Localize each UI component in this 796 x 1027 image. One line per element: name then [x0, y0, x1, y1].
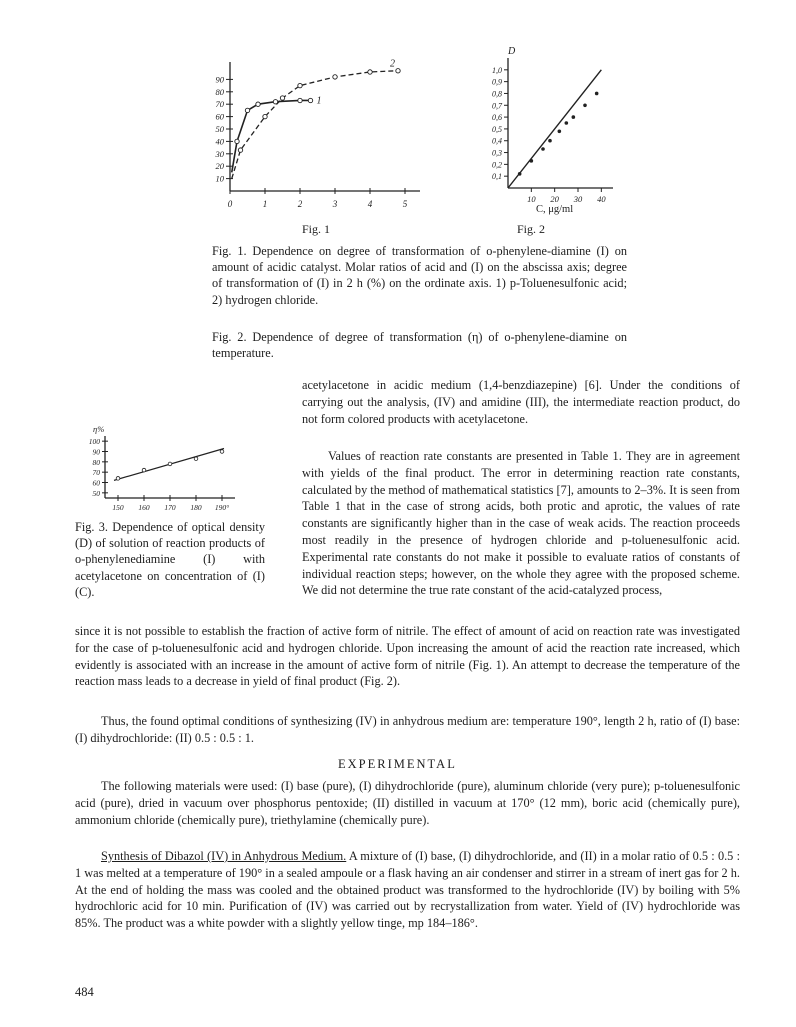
fig1-series-1-point [298, 98, 302, 102]
fig1-y-tick-label: 70 [215, 99, 224, 110]
fig2-y-tick-label: 0,5 [492, 124, 502, 134]
fig1-series-1-point [308, 98, 312, 102]
figure-2-label: Fig. 2 [517, 222, 546, 236]
fig2-y-tick-label: 1,0 [492, 65, 502, 75]
subsection-title: Synthesis of Dibazol (IV) in Anhydrous Medium. [101, 849, 347, 863]
fig2-x-tick-label: 30 [573, 194, 583, 204]
fig2-data-point [595, 92, 599, 96]
fig2-x-tick-label: 10 [527, 194, 536, 204]
fig2-x-tick-label: 40 [597, 194, 606, 204]
fig2-y-tick-label: 0,6 [492, 113, 502, 123]
fig3-y-axis-label: η% [93, 424, 105, 434]
fig3-x-tick-label: 190° [214, 503, 230, 512]
fig1-series-1-point [256, 102, 260, 106]
fig1-series-2-line [232, 71, 398, 179]
fig1-y-tick-label: 60 [215, 111, 224, 122]
figure-1-caption: Fig. 1. Dependence on degree of transformation of o-phenylene-diamine (I) on amount of acidic catalyst. Molar ratios of acid and (I) on the abscissa axis; degree of transformation of (I) in 2 h (%) on the ordinate axis. 1) p-Toluenesulfonic acid; 2) hydrogen chloride. [212, 244, 627, 307]
fig3-data-point [168, 462, 172, 466]
fig2-y-tick-label: 0,7 [492, 101, 502, 111]
figure-1-chart [195, 45, 445, 230]
body-paragraph-5-text: A mixture of (I) base, (I) dihydrochloride, and (II) in a molar ratio of 0.5 : 0.5 : 1 was melted at a temperature of 190° in a sealed ampoule or a flask having an air condenser and stirrer in a stream of inert gas for 2 h. At the end of holding the mass was cooled and the obtained product was transformed to the hydrochloride (IV) by boiling with 5% hydrochloric acid for 10 min. Purification of (IV) was carried out by recrystallization from water. Yield of (IV) hydrochloride was 85%. The product was a white powder with a slightly yellow tinge, mp 184–186°. [75, 849, 740, 931]
fig1-y-tick-label: 10 [215, 173, 224, 184]
fig2-y-tick-label: 0,8 [492, 89, 502, 99]
fig3-x-tick-label: 170 [164, 503, 176, 512]
fig2-fit-line [508, 70, 601, 188]
fig3-x-tick-label: 180 [190, 503, 202, 512]
body-paragraph-2-continued: since it is not possible to establish the fraction of active form of nitrile. The effect of amount of acid on reaction rate was investigated for the case of p-toluenesulfonic acid and hydrogen chloride. Upon increasing the amount of acid the reaction rate increased, which evidently is associated with an increase in the amount of active form of nitrile (Fig. 1). An attempt to decrease the temperature of the reaction mass leads to a decrease in yield of final product (Fig. 2). [75, 624, 740, 689]
fig1-x-tick-label: 0 [227, 199, 233, 209]
fig1-x-tick-label: 5 [402, 199, 408, 209]
fig1-x-tick-label: 1 [262, 199, 268, 209]
fig1-series-2-point [396, 69, 400, 73]
fig1-x-tick-label: 3 [332, 199, 338, 209]
fig3-x-tick-label: 150 [112, 503, 124, 512]
body-paragraph-1: acetylacetone in acidic medium (1,4-benzdiazepine) [6]. Under the conditions of carrying out the analysis, (IV) and amidine (III), the intermediate reaction product, do not form colored products with acetylacetone. [302, 378, 740, 426]
fig1-series-1-line [232, 100, 311, 172]
body-paragraph-3: Thus, the found optimal conditions of synthesizing (IV) in anhydrous medium are: temperature 190°, length 2 h, ratio of (I) base: (I) dihydrochloride: (II) 0.5 : 0.5 : 1. [75, 714, 740, 745]
fig2-data-point [541, 147, 545, 151]
figure-2-chart [458, 40, 623, 215]
fig2-data-point [530, 159, 534, 163]
body-paragraph-2: Values of reaction rate constants are presented in Table 1. They are in agreement with yields of the final product. The error in determining reaction rate constants, calculated by the method of mathematical statistics [7], amounts to 2–3%. It is seen from Table 1 that in the case of strong acids, both protic and aprotic, the values of rate constants are significantly higher than in the case of weak acids. The reaction proceeds most readily in the presence of hydrogen chloride and p-toluenesulfonic acid. Experimental rate constants do not make it possible to evaluate ratios of constants of individual reaction steps; however, on the whole they agree with the proposed scheme. We did not determine the true rate constant of the acid-catalyzed process, [302, 449, 740, 598]
fig3-y-tick-label: 70 [92, 468, 100, 478]
body-paragraph-5 [75, 848, 740, 932]
figure-2-caption: Fig. 2. Dependence of degree of transformation (η) of o-phenylene-diamine on temperature. [212, 330, 627, 361]
fig2-data-point [572, 115, 576, 119]
fig1-y-tick-label: 50 [215, 124, 224, 134]
fig2-y-axis-label: D [508, 46, 516, 57]
fig1-y-tick-label: 20 [215, 161, 224, 172]
fig1-y-tick-label: 80 [215, 86, 224, 97]
fig1-series-2-point [368, 70, 372, 74]
fig3-data-point [116, 477, 120, 481]
section-heading: EXPERIMENTAL [338, 757, 457, 771]
fig1-x-tick-label: 4 [367, 199, 373, 209]
fig1-y-tick-label: 90 [215, 74, 224, 85]
fig1-series-2-point [333, 75, 337, 79]
fig1-curve-label-1: 1 [316, 95, 322, 107]
fig3-y-tick-label: 80 [92, 457, 100, 467]
fig1-y-tick-label: 40 [215, 136, 224, 147]
fig2-data-point [558, 129, 562, 133]
figure-3-chart [75, 420, 250, 515]
fig2-data-point [583, 103, 587, 107]
figure-3-caption: Fig. 3. Dependence of optical density (D) of solution of reaction products of o-phenylenediamine (I) with acetylacetone on concentration of (I) (C). [75, 520, 265, 599]
fig3-y-tick-label: 50 [92, 488, 100, 498]
fig1-x-tick-label: 2 [297, 199, 303, 209]
fig1-series-2-point [238, 148, 242, 152]
fig2-data-point [565, 121, 569, 125]
fig1-y-tick-label: 30 [215, 148, 224, 159]
page-number: 484 [75, 985, 94, 999]
fig2-y-tick-label: 0,1 [492, 172, 502, 182]
figure-1-label: Fig. 1 [302, 222, 331, 236]
fig2-data-point [518, 172, 522, 176]
fig2-y-tick-label: 0,9 [492, 77, 502, 87]
fig1-curve-label-2: 2 [390, 58, 395, 70]
fig2-data-point [548, 139, 552, 143]
fig3-y-tick-label: 100 [88, 437, 100, 447]
fig3-x-tick-label: 160 [138, 503, 150, 512]
fig3-data-point [142, 468, 146, 472]
fig3-y-tick-label: 90 [92, 447, 100, 457]
fig2-x-tick-label: 20 [550, 194, 559, 204]
fig3-y-tick-label: 60 [92, 478, 100, 488]
fig2-y-tick-label: 0,3 [492, 148, 502, 158]
fig3-data-point [194, 457, 198, 461]
fig1-series-1-point [235, 139, 239, 143]
fig1-series-1-point [245, 108, 249, 112]
fig1-series-2-point [263, 114, 267, 118]
fig2-y-tick-label: 0,4 [492, 136, 502, 146]
body-paragraph-4: The following materials were used: (I) base (pure), (I) dihydrochloride (pure), aluminum chloride (very pure); p-toluenesulfonic acid (pure), dried in vacuum over phosphorus pentoxide; (II) distilled in vacuum at 170° (12 mm), boric acid (chemically pure), ammonium chloride (chemically pure), triethylamine (chemically pure). [75, 779, 740, 827]
fig1-series-2-point [298, 83, 302, 87]
fig2-x-axis-label: C, μg/ml [536, 204, 574, 215]
fig1-series-2-point [280, 96, 284, 100]
fig2-y-tick-label: 0,2 [492, 160, 502, 170]
fig3-data-point [220, 450, 224, 454]
